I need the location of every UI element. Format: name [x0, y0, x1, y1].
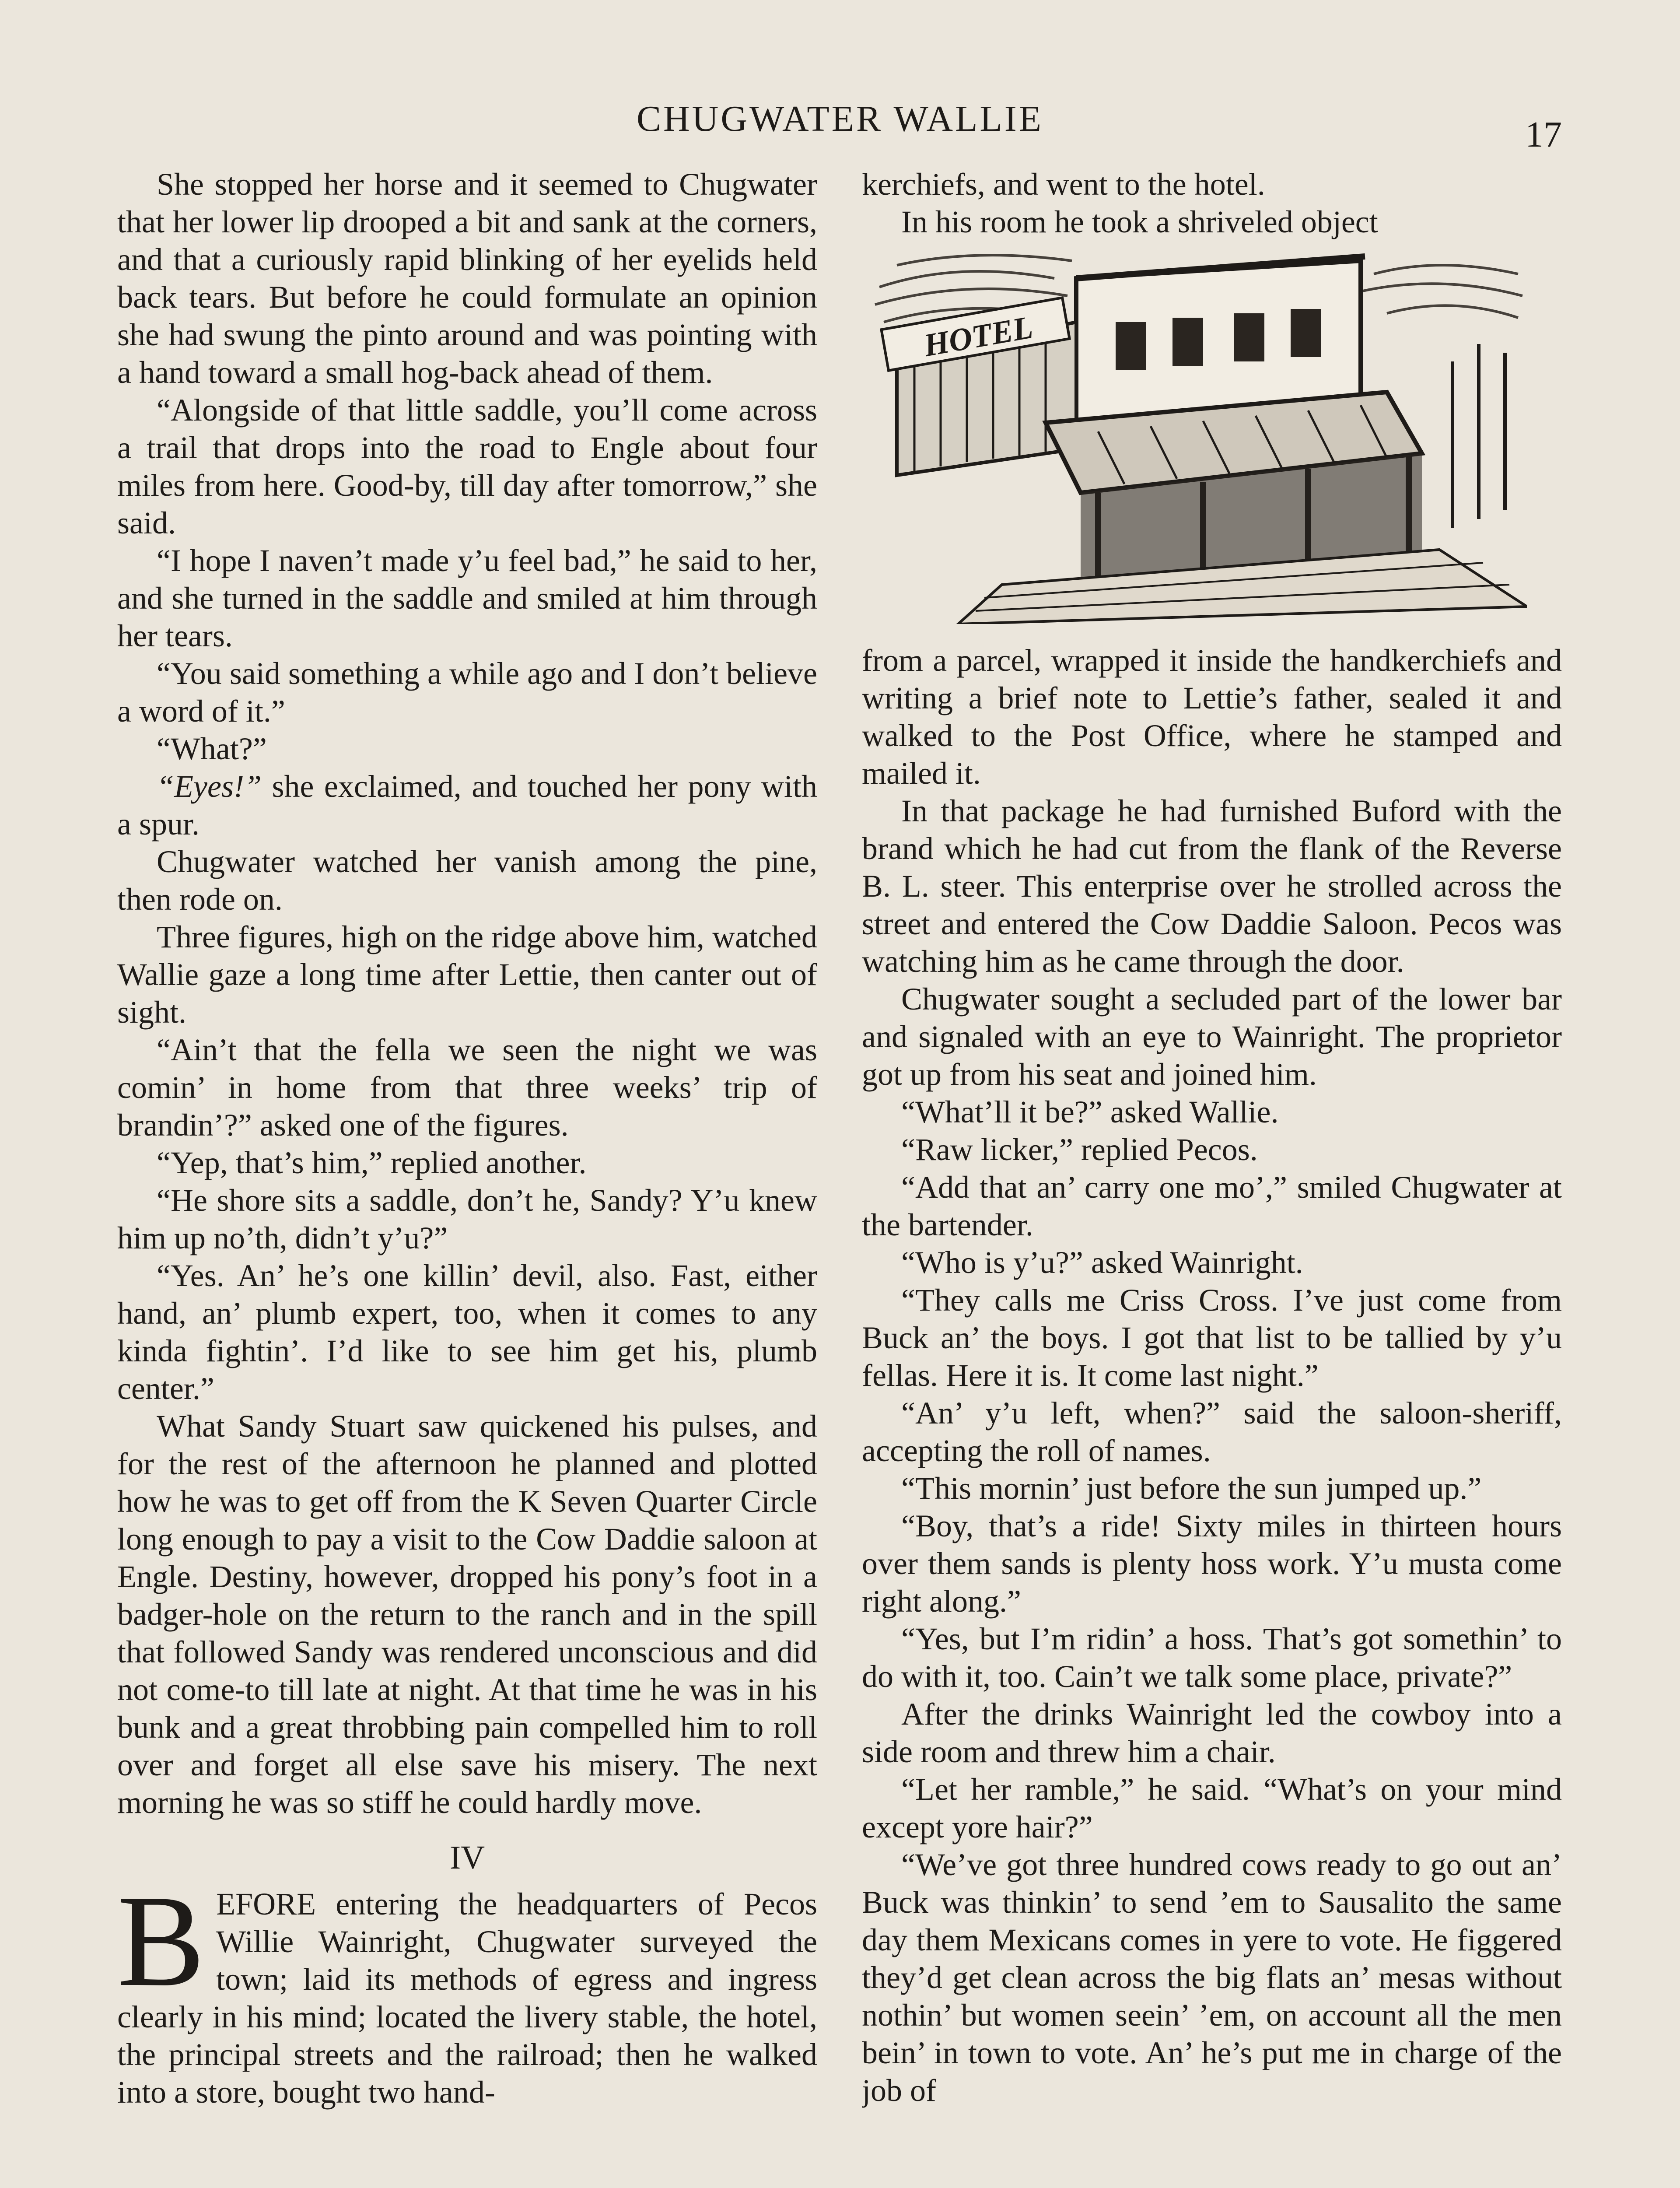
paragraph: “This mornin’ just before the sun jumped up.” — [901, 1471, 1482, 1506]
paragraph: In his room he took a shriveled object — [901, 204, 1378, 239]
drop-cap-letter: B — [117, 1868, 205, 2013]
paragraph: “Boy, that’s a ride! Sixty miles in thirteen hours over them sands is plenty hoss work. Y’u musta come right along.” — [862, 1508, 1562, 1619]
paragraph: “Let her ramble,” he said. “What’s on your mind except yore hair?” — [862, 1772, 1562, 1844]
paragraph: Three figures, high on the ridge above him, watched Wallie gaze a long time after Lettie, then canter out of sight. — [117, 919, 817, 1030]
paragraph: “Yes, but I’m ridin’ a hoss. That’s got somethin’ to do with it, too. Cain’t we talk some place, private?” — [862, 1621, 1562, 1694]
paragraph: “What’ll it be?” asked Wallie. — [901, 1094, 1279, 1129]
page-number: 17 — [1525, 114, 1562, 155]
left-column — [117, 165, 817, 2188]
paragraph-continued: kerchiefs, and went to the hotel. — [862, 167, 1265, 202]
paragraph: “Alongside of that little saddle, you’ll come across a trail that drops into the road to Engle about four miles from here. Good-by, till day after tomorrow,” she said. — [117, 393, 817, 540]
paragraph-eyes — [117, 768, 817, 843]
paragraph: “Who is y’u?” asked Wainright. — [901, 1245, 1303, 1280]
paragraph: “I hope I naven’t made y’u feel bad,” he said to her, and she turned in the saddle and smiled at him through her tears. — [117, 543, 817, 653]
paragraph: “Raw licker,” replied Pecos. — [901, 1132, 1258, 1167]
right-column — [862, 165, 1562, 2188]
paragraph: “Add that an’ carry one mo’,” smiled Chugwater at the bartender. — [862, 1170, 1562, 1242]
paragraph: “Yep, that’s him,” replied another. — [157, 1145, 587, 1180]
hotel-sign-text: HOTEL — [921, 309, 1036, 364]
paragraph: “We’ve got three hundred cows ready to go out an’ Buck was thinkin’ to send ’em to Sausalito the same day them Mexicans comes in yere to vote. He figgered they’d get clean across the big flats an’ mesas without nothin’ but women seein’ ’em, on account all the men bein’ in town to vote. An’ he’s put me in charge of the job of — [862, 1847, 1562, 2108]
paragraph: Chugwater sought a secluded part of the lower bar and signaled with an eye to Wainright. The proprietor got up from his seat and joined him. — [862, 982, 1562, 1092]
paragraph: “An’ y’u left, when?” said the saloon-sheriff, accepting the roll of names. — [862, 1396, 1562, 1468]
hotel-illustration — [871, 248, 1527, 624]
paragraph: What Sandy Stuart saw quickened his pulses, and for the rest of the afternoon he planned and plotted how he was to get off from the K Seven Quarter Circle long enough to pay a visit to the Cow Daddie saloon at Engle. Destiny, however, dropped his pony’s foot in a badger-hole on the return to the ranch and in the spill that followed Sandy was rendered unconscious and did not come-to till late at night. At that time he was in his bunk and a great throbbing pain compelled him to roll over and forget all else save his misery. The next morning he was so stiff he could hardly move. — [117, 1409, 817, 1820]
dropcap-paragraph — [117, 1868, 817, 2111]
paragraph: Chugwater watched her vanish among the pine, then rode on. — [117, 844, 817, 917]
running-title: CHUGWATER WALLIE — [636, 98, 1043, 139]
dropcap-paragraph-text: EFORE entering the headquarters of Pecos Willie Wainright, Chugwater surveyed the town; laid its methods of egress and ingress clearly in his mind; located the livery stable, the hotel, the principal streets and the railroad; then he walked into a store, bought two hand- — [117, 1886, 817, 2110]
paragraph: “They calls me Criss Cross. I’ve just come from Buck an’ the boys. I got that list to be tallied by y’u fellas. Here it is. It come last night.” — [862, 1283, 1562, 1393]
paragraph-continued: from a parcel, wrapped it inside the handkerchiefs and writing a brief note to Lettie’s father, sealed it and walked to the Post Office, where he stamped and mailed it. — [862, 643, 1562, 791]
section-numeral: IV — [449, 1839, 485, 1876]
paragraph: “Yes. An’ he’s one killin’ devil, also. Fast, either hand, an’ plumb expert, too, when it comes to any kinda fightin’. I’d like to see him get his, plumb center.” — [117, 1258, 817, 1406]
paragraph: “He shore sits a saddle, don’t he, Sandy? Y’u knew him up no’th, didn’t y’u?” — [117, 1183, 817, 1255]
eyes-rest: she exclaimed, and touched her pony with a spur. — [117, 769, 817, 842]
paragraph: After the drinks Wainright led the cowboy into a side room and threw him a chair. — [862, 1697, 1562, 1769]
paragraph: In that package he had furnished Buford with the brand which he had cut from the flank of the Reverse B. L. steer. This enterprise over he strolled across the street and entered the Cow Daddie Saloon. Pecos was watching him as he came through the door. — [862, 793, 1562, 979]
eyes-exclamation: “Eyes!” — [157, 769, 262, 804]
paragraph: “What?” — [157, 731, 267, 766]
paragraph: She stopped her horse and it seemed to Chugwater that her lower lip drooped a bit and sank at the corners, and that a curiously rapid blinking of her eyelids held back tears. But before he could formulate an opinion she had swung the pinto around and was pointing with a hand toward a small hog-back ahead of them. — [117, 167, 817, 390]
paragraph: “You said something a while ago and I don’t believe a word of it.” — [117, 656, 817, 729]
paragraph: “Ain’t that the fella we seen the night we was comin’ in home from that three weeks’ trip of brandin’?” asked one of the figures. — [117, 1032, 817, 1143]
